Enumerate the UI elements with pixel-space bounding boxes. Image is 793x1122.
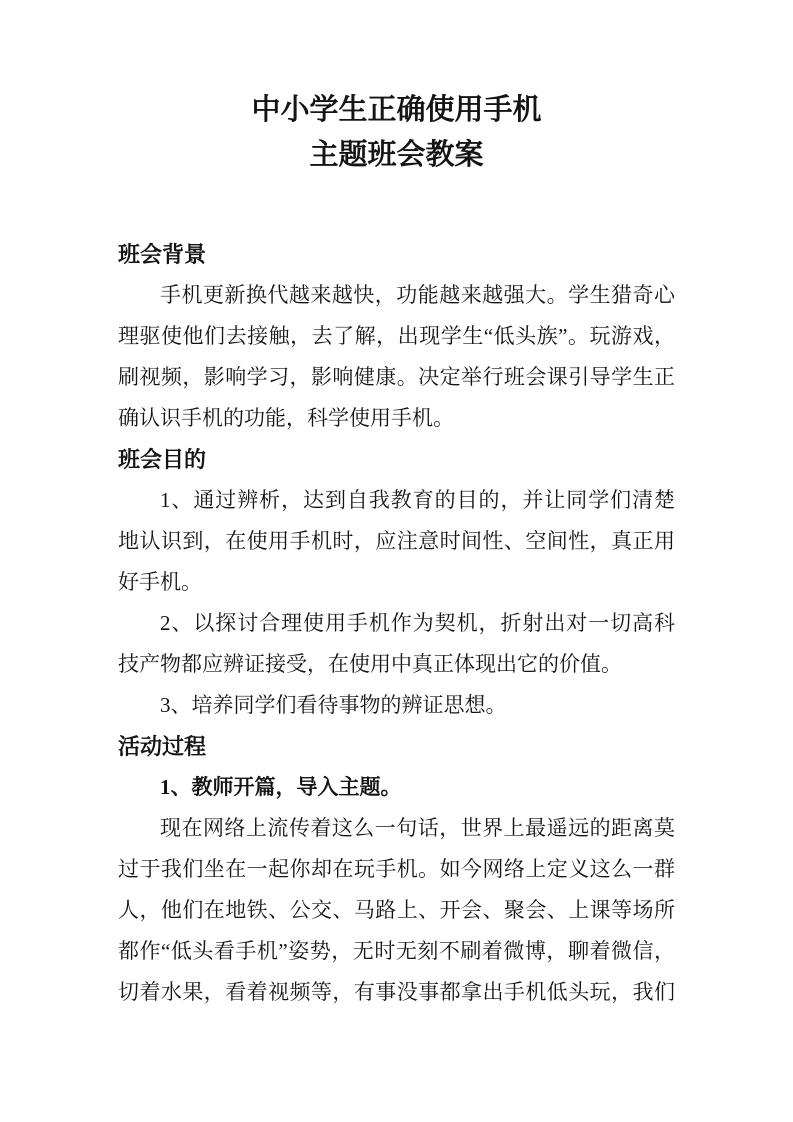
text-line: 1、通过辨析，达到自我教育的目的，并让同学们清楚 xyxy=(160,488,675,512)
text-line: 刷视频，影响学习，影响健康。决定举行班会课引导学生正 xyxy=(118,365,675,389)
text-line: 地认识到，在使用手机时，应注意时间性、空间性，真正用 xyxy=(118,529,675,553)
text-line: 确认识手机的功能，科学使用手机。 xyxy=(118,406,454,430)
text-line: 切着水果，看着视频等，有事没事都拿出手机低头玩，我们 xyxy=(118,980,675,1004)
document-title xyxy=(118,88,675,178)
text-line: 好手机。 xyxy=(118,570,202,594)
text-line: 手机更新换代越来越快，功能越来越强大。学生猎奇心 xyxy=(160,283,675,307)
text-line: 技产物都应辨证接受，在使用中真正体现出它的价值。 xyxy=(118,652,622,676)
section-heading: 班会目的 xyxy=(118,447,207,472)
subheading-teacher-intro: 1、教师开篇，导入主题。 xyxy=(160,775,402,799)
text-line: 都作“低头看手机”姿势，无时无刻不刷着微博，聊着微信， xyxy=(118,939,675,963)
text-line: 2、以探讨合理使用手机作为契机，折射出对一切高科 xyxy=(160,611,675,635)
section-meeting-background xyxy=(118,234,675,439)
paragraph xyxy=(118,685,675,726)
section-activity-process xyxy=(118,726,675,1013)
section-heading: 班会背景 xyxy=(118,242,207,267)
text-line: 人，他们在地铁、公交、马路上、开会、聚会、上课等场所 xyxy=(118,898,675,922)
text-line: 现在网络上流传着这么一句话，世界上最遥远的距离莫 xyxy=(160,816,675,840)
title-line-2: 主题班会教案 xyxy=(309,139,484,171)
text-line: 过于我们坐在一起你却在玩手机。如今网络上定义这么一群 xyxy=(118,857,675,881)
section-heading: 活动过程 xyxy=(118,734,207,759)
text-line: 理驱使他们去接触，去了解，出现学生“低头族”。玩游戏， xyxy=(118,324,675,348)
paragraph xyxy=(118,275,675,439)
title-line-1: 中小学生正确使用手机 xyxy=(251,94,542,126)
paragraph xyxy=(118,808,675,1013)
section-meeting-purpose xyxy=(118,439,675,726)
paragraph xyxy=(118,603,675,685)
paragraph xyxy=(118,480,675,603)
text-line: 3、培养同学们看待事物的辨证思想。 xyxy=(160,693,507,717)
